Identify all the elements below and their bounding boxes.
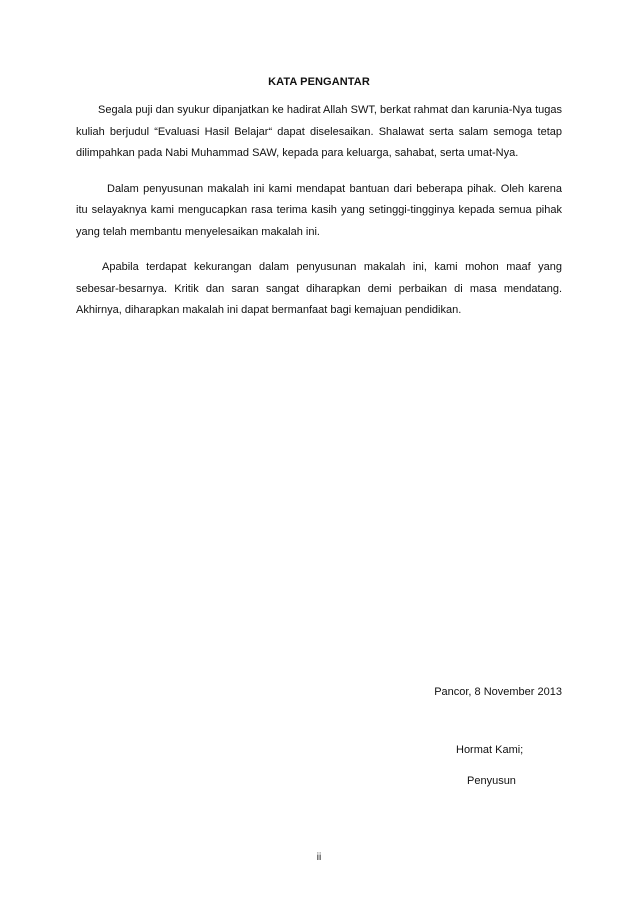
paragraph-apology: Apabila terdapat kekurangan dalam penyusunan makalah ini, kami mohon maaf yang sebesar-besarnya. Kritik dan saran sangat diharapkan demi perbaikan di masa mendatang. Akhirnya, diharapkan makalah ini dapat bermanfaat bagi kemajuan pendidikan. [76, 261, 562, 316]
page-number: ii [316, 852, 322, 863]
signature-place-date: Pancor, 8 November 2013 [434, 686, 562, 698]
paragraph-intro: Segala puji dan syukur dipanjatkan ke hadirat Allah SWT, berkat rahmat dan karunia-Nya tugas kuliah berjudul “Evaluasi Hasil Belajar“ dapat diselesaikan. Shalawat serta salam semoga tetap dilimpahkan pada Nabi Muhammad SAW, kepada para keluarga, sahabat, serta umat-Nya. [76, 104, 562, 159]
signature-regards: Hormat Kami; [456, 744, 524, 756]
body-text [76, 100, 562, 336]
page-title: KATA PENGANTAR [268, 76, 370, 88]
paragraph-thanks: Dalam penyusunan makalah ini kami mendapat bantuan dari beberapa pihak. Oleh karena itu selayaknya kami mengucapkan rasa terima kasih yang setinggi-tingginya kepada semua pihak yang telah membantu menyelesaikan makalah ini. [76, 182, 562, 238]
signature-author: Penyusun [467, 775, 516, 787]
